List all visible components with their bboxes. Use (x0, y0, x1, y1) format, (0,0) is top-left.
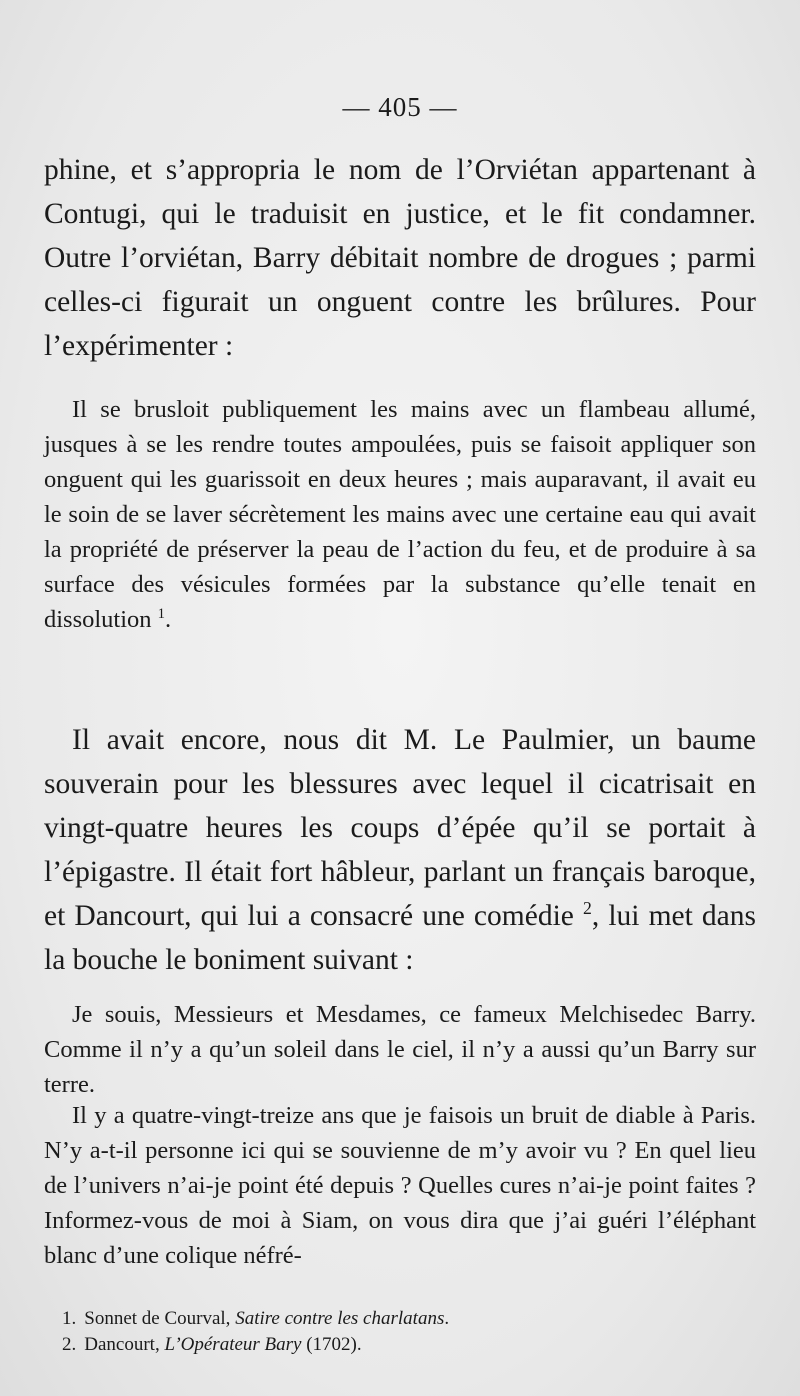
footnote-divider (44, 1296, 194, 1297)
footnote-2-after: (1702). (301, 1334, 362, 1355)
quote-paragraph-1 (44, 392, 756, 637)
footnote-2 (62, 1332, 762, 1358)
quote-paragraph-3-text: Il y a quatre-vingt-treize ans que je faisois un bruit de diable à Paris. N’y a-t-il personne ici qui se souvienne de m’y avoir vu ? En quel lieu de l’univers n’ai-je point été depuis ? Quelles cures n’ai-je point faites ? Informez-vous de moi à Siam, on vous dira que j’ai guéri l’éléphant blanc d’une colique néfré- (44, 1102, 756, 1269)
paragraph-1-text: phine, et s’appropria le nom de l’Orviétan appartenant à Contugi, qui le traduisit en justice, et le fit condamner. Outre l’orviétan, Barry débitait nombre de drogues ; parmi celles-ci figurait un onguent contre les brûlures. Pour l’expérimenter : (44, 154, 756, 362)
footnote-1-number: 1. (62, 1308, 77, 1329)
quote-paragraph-2-text: Je souis, Messieurs et Mesdames, ce fameux Melchisedec Barry. Comme il n’y a qu’un soleil dans le ciel, il n’y a aussi qu’un Barry sur terre. (44, 1001, 756, 1098)
paragraph-2-body: Il avait encore, nous dit M. Le Paulmier, un baume souverain pour les blessures avec lequel il cicatrisait en vingt-quatre heures les coups d’épée qu’il se portait à l’épigastre. Il était fort hâbleur, parlant un français baroque, et Dancourt, qui lui a consacré une comédie (44, 724, 756, 932)
footnotes (62, 1306, 762, 1358)
footnote-1-text: Sonnet de Courval, (84, 1308, 236, 1329)
footnote-ref-2: 2 (582, 898, 592, 919)
footnote-2-text: Dancourt, (84, 1334, 165, 1355)
quote-paragraph-1-text (44, 392, 756, 637)
quote-1-end: . (165, 606, 172, 633)
paragraph-1 (44, 148, 756, 368)
paragraph-2-end: , lui met dans la bouche le boniment suivant : (44, 900, 756, 976)
paragraph-2 (44, 718, 756, 982)
quote-paragraph-2 (44, 997, 756, 1102)
footnote-ref-1: 1 (157, 605, 166, 622)
page-number: — 405 — (342, 92, 458, 122)
footnote-2-title: L’Opérateur Bary (164, 1334, 302, 1355)
paragraph-2-text (44, 718, 756, 982)
footnote-1-after: . (444, 1308, 450, 1329)
footnote-1-title: Satire contre les charlatans (235, 1308, 445, 1329)
footnote-2-number: 2. (62, 1334, 77, 1355)
quote-paragraph-3 (44, 1098, 756, 1273)
quote-1-body: Il se brusloit publiquement les mains avec un flambeau allumé, jusques à se les rendre toutes ampoulées, puis se faisoit appliquer son onguent qui les guarissoit en deux heures ; mais auparavant, il avait eu le soin de se laver sécrètement les mains avec une certaine eau qui avait la propriété de préserver la peau de l’action du feu, et de produire à sa surface des vésicules formées par la substance qu’elle tenait en dissolution (44, 396, 756, 633)
footnote-1 (62, 1306, 762, 1332)
